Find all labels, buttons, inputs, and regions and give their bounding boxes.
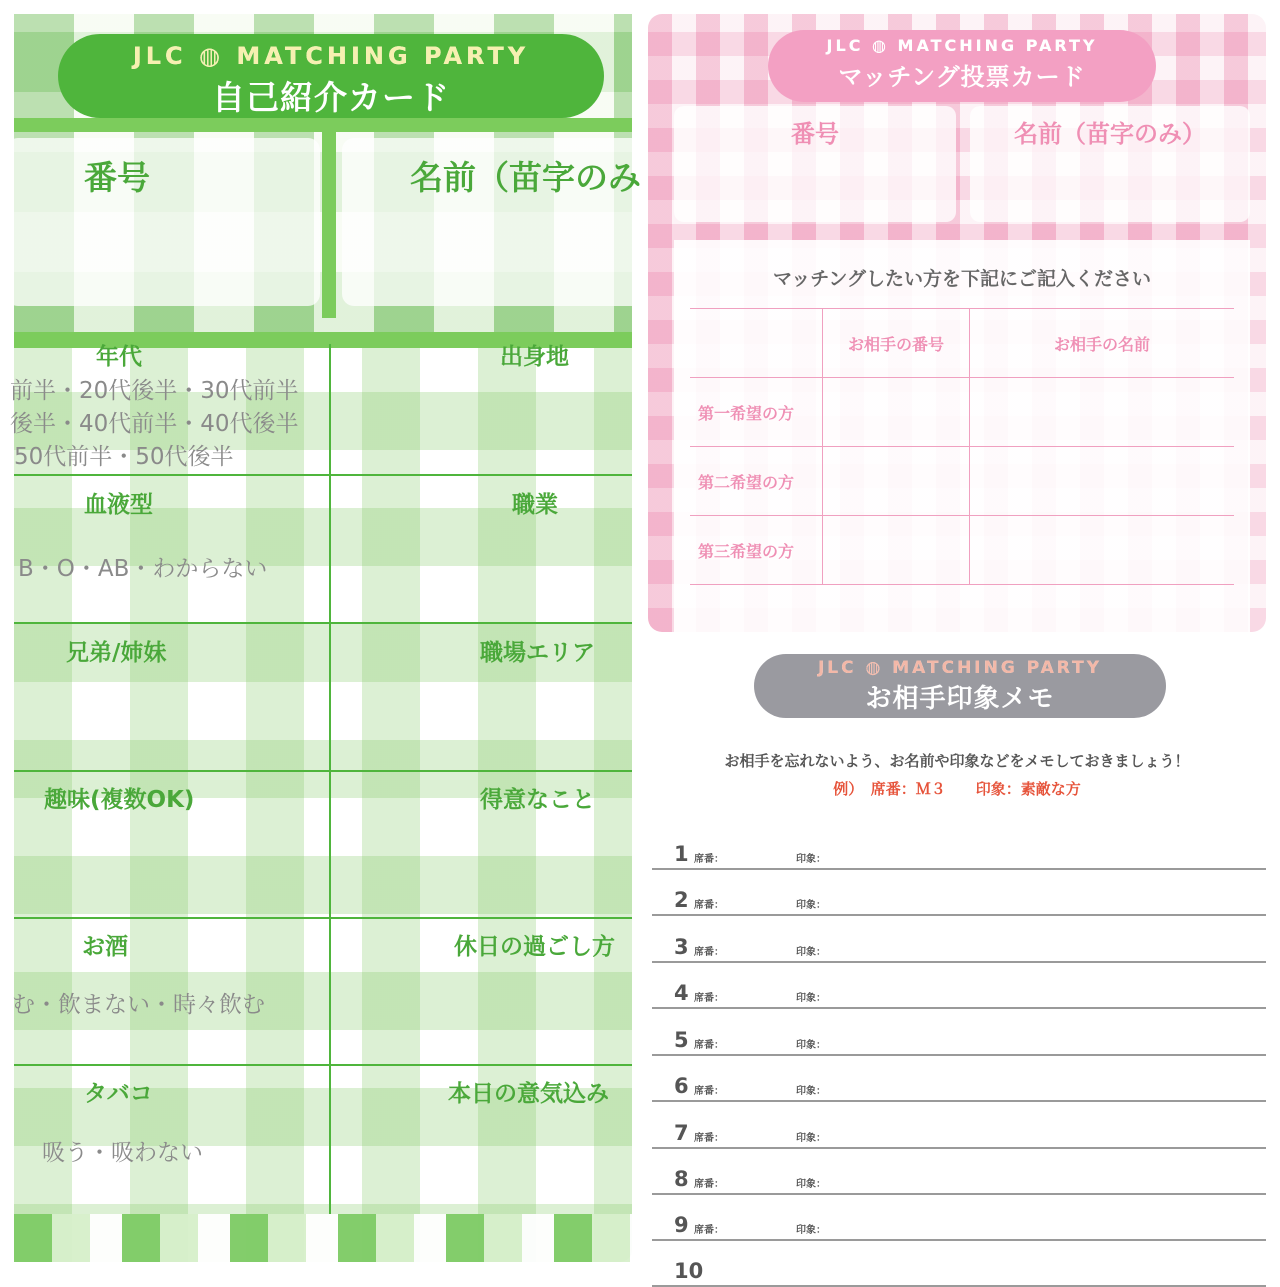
vote-number-field[interactable] (674, 106, 956, 222)
vote-card-title: マッチング投票カード (838, 63, 1086, 91)
row-divider (14, 770, 632, 772)
memo-title-pill (754, 654, 1166, 718)
seat-label: 席番： (694, 947, 724, 958)
memo-line[interactable] (652, 1064, 1266, 1102)
impression-memo (648, 648, 1266, 1283)
field-label-enthusiasm: 本日の意気込み (448, 1081, 609, 1107)
seat-label: 席番： (694, 1133, 724, 1144)
choice-label: 第二希望の方 (690, 447, 823, 516)
memo-line-number: 3 (674, 935, 689, 959)
row-divider (14, 1064, 632, 1066)
brand-logo: JLC ◍ MATCHING PARTY (826, 36, 1098, 55)
partner-name-cell[interactable] (970, 378, 1235, 447)
memo-line-number: 4 (674, 981, 689, 1005)
partner-number-cell[interactable] (823, 516, 970, 585)
seat-label: 席番： (694, 1225, 724, 1236)
table-header: お相手の名前 (970, 309, 1235, 378)
vote-title-pill (768, 30, 1156, 102)
vote-name-field[interactable] (970, 106, 1250, 222)
brand-logo: JLC ◍ MATCHING PARTY (132, 42, 530, 70)
vote-name-label: 名前（苗字のみ） (1014, 120, 1206, 148)
memo-line[interactable] (652, 925, 1266, 963)
name-label: 名前（苗字のみ (410, 158, 641, 197)
bottom-pattern (14, 1214, 632, 1262)
brand-logo: JLC ◍ MATCHING PARTY (817, 658, 1103, 678)
memo-line[interactable] (652, 1203, 1266, 1241)
number-field[interactable] (6, 138, 320, 306)
age-options[interactable]: 前半・20代後半・30代前半 (10, 378, 299, 404)
number-label: 番号 (84, 158, 150, 197)
seat-label: 席番： (694, 1179, 724, 1190)
row-divider (14, 474, 632, 476)
choice-label: 第一希望の方 (690, 378, 823, 447)
impression-label: 印象： (796, 854, 826, 865)
table-header: お相手の番号 (823, 309, 970, 378)
partner-number-cell[interactable] (823, 378, 970, 447)
field-label-blood-type: 血液型 (84, 492, 153, 518)
row-divider (14, 622, 632, 624)
field-label-holiday: 休日の過ごし方 (454, 934, 615, 960)
intro-card-title: 自己紹介カード (212, 78, 450, 117)
intro-title-pill (58, 34, 604, 118)
vote-panel (674, 240, 1250, 632)
field-label-siblings: 兄弟/姉妹 (66, 640, 167, 666)
memo-line[interactable] (652, 1157, 1266, 1195)
partner-number-cell[interactable] (823, 447, 970, 516)
impression-label: 印象： (796, 900, 826, 911)
impression-label: 印象： (796, 1086, 826, 1097)
memo-line-number: 6 (674, 1074, 689, 1098)
memo-line[interactable] (652, 1111, 1266, 1149)
memo-instruction: お相手を忘れないよう、お名前や印象などをメモしておきましょう！ (724, 752, 1190, 770)
field-label-occupation: 職業 (512, 492, 558, 518)
seat-label: 席番： (694, 993, 724, 1004)
impression-label: 印象： (796, 1040, 826, 1051)
memo-title: お相手印象メモ (865, 684, 1055, 714)
partner-name-cell[interactable] (970, 516, 1235, 585)
impression-label: 印象： (796, 1225, 826, 1236)
alcohol-options[interactable]: む・飲まない・時々飲む (12, 992, 265, 1018)
table-row (690, 378, 1234, 447)
memo-line-number: 5 (674, 1028, 689, 1052)
blood-type-options[interactable]: B・O・AB・わからない (18, 556, 268, 582)
table-header (690, 309, 823, 378)
field-label-hometown: 出身地 (500, 344, 569, 370)
age-options[interactable]: 後半・40代前半・40代後半 (10, 411, 299, 437)
tobacco-options[interactable]: 吸う・吸わない (42, 1140, 203, 1166)
memo-line[interactable] (652, 971, 1266, 1009)
field-label-alcohol: お酒 (82, 934, 128, 960)
intro-card (10, 14, 641, 1262)
table-row (690, 516, 1234, 585)
name-field[interactable] (342, 138, 662, 306)
header-divider (322, 118, 336, 318)
vote-instruction: マッチングしたい方を下記にご記入ください (773, 268, 1151, 290)
impression-label: 印象： (796, 993, 826, 1004)
impression-label: 印象： (796, 1133, 826, 1144)
seat-label: 席番： (694, 1040, 724, 1051)
table-header-row (690, 309, 1234, 378)
memo-line[interactable] (652, 878, 1266, 916)
field-label-age: 年代 (96, 344, 142, 370)
vote-number-label: 番号 (791, 120, 839, 148)
memo-example: 例） 席番：Ｍ３ 印象：素敵な方 (833, 780, 1081, 798)
field-label-hobbies: 趣味(複数OK) (44, 787, 195, 813)
impression-label: 印象： (796, 947, 826, 958)
partner-name-cell[interactable] (970, 447, 1235, 516)
seat-label: 席番： (694, 900, 724, 911)
memo-line[interactable] (652, 832, 1266, 870)
row-divider (14, 917, 632, 919)
memo-line[interactable] (652, 1249, 1266, 1287)
table-row (690, 447, 1234, 516)
memo-line[interactable] (652, 1018, 1266, 1056)
field-label-work-area: 職場エリア (480, 640, 595, 666)
impression-label: 印象： (796, 1179, 826, 1190)
memo-line-number: 1 (674, 842, 689, 866)
memo-line-number: 8 (674, 1167, 689, 1191)
memo-line-number: 7 (674, 1121, 689, 1145)
seat-label: 席番： (694, 854, 724, 865)
vote-table (690, 308, 1234, 585)
field-label-tobacco: タバコ (84, 1081, 153, 1107)
memo-line-number: 2 (674, 888, 689, 912)
seat-label: 席番： (694, 1086, 724, 1097)
vote-card (648, 14, 1266, 632)
field-label-skills: 得意なこと (480, 787, 595, 813)
memo-line-number: 10 (674, 1259, 704, 1283)
choice-label: 第三希望の方 (690, 516, 823, 585)
memo-line-number: 9 (674, 1213, 689, 1237)
age-options[interactable]: 50代前半・50代後半 (14, 444, 234, 470)
